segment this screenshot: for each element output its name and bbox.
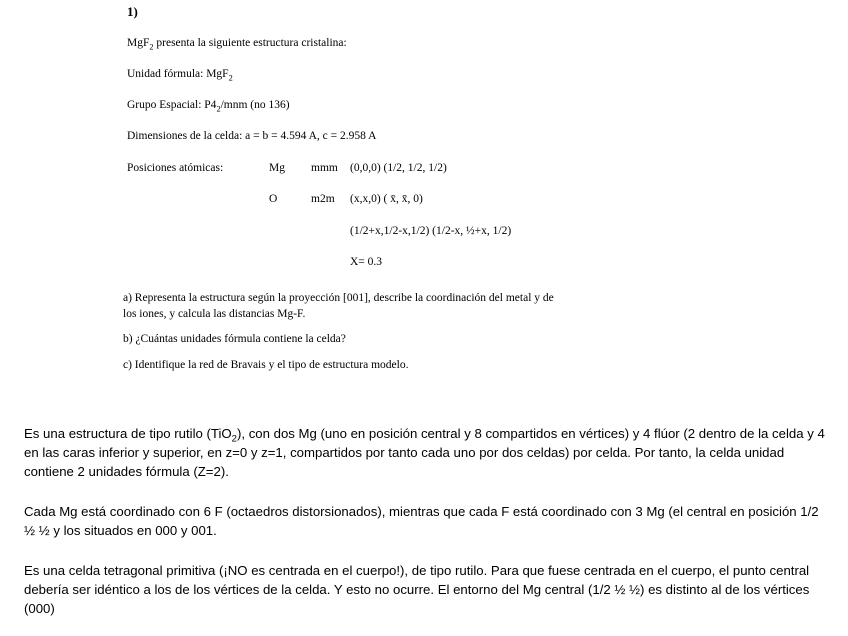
problem-number: 1) xyxy=(127,4,138,19)
intro-prefix: MgF xyxy=(127,37,150,49)
answer-paragraph-2: Cada Mg está coordinado con 6 F (octaedros distorsionados), mientras que cada F está coordinado con 3 Mg (el central en posición 1/2 ½ ½ y los situados en 000 y 001. xyxy=(24,504,819,538)
mg-element: Mg xyxy=(269,162,285,174)
answer-1-subscript: 2 xyxy=(231,433,237,445)
question-b: b) ¿Cuántas unidades fórmula contiene la celda? xyxy=(123,333,346,345)
cell-dimensions-line xyxy=(127,130,376,142)
space-group-prefix: Grupo Espacial: P4 xyxy=(127,99,217,111)
o-element: O xyxy=(269,193,278,205)
cell-dimensions-values: a = b = 4.594 A, c = 2.958 A xyxy=(245,130,377,142)
formula-unit-prefix: Unidad fórmula: MgF xyxy=(127,68,229,80)
formula-unit-subscript: 2 xyxy=(228,73,233,83)
positions-label: Posiciones atómicas: xyxy=(127,162,224,174)
o-symmetry: m2m xyxy=(311,193,335,205)
space-group-subscript: 2 xyxy=(216,104,221,114)
space-group-line xyxy=(127,99,290,114)
answer-paragraph-1 xyxy=(24,424,830,481)
intro-suffix: presenta la siguiente estructura cristalina: xyxy=(153,37,347,49)
answer-paragraph-3: Es una celda tetragonal primitiva (¡NO es centrada en el cuerpo!), de tipo rutilo. Para que fuese centrada en el cuerpo, el punto central debería ser idéntico a los de los vértices de la celda. Y esto no ocurre. El entorno del Mg central (1/2 ½ ½) es distinto al de los vértices (000) xyxy=(24,563,810,616)
answer-1-part-b: ), con dos Mg (uno en posición central y 8 compartidos en vértices) y 4 flúor (2 dentro de la celda y 4 en las caras inferior y superior, en z=0 y z=1, compartidos por tanto cada uno por dos celdas) por celda. Por tanto, la celda unidad contiene 2 unidades fórmula (Z=2). xyxy=(24,426,825,479)
intro-line xyxy=(127,37,347,52)
mg-positions: (0,0,0) (1/2, 1/2, 1/2) xyxy=(350,162,447,174)
mg-symmetry: mmm xyxy=(311,162,338,174)
space-group-suffix: /mnm (no 136) xyxy=(220,99,290,111)
o-positions-1: (x,x,0) ( x̄, x̄, 0) xyxy=(350,193,423,205)
question-a-line2: los iones, y calcula las distancias Mg-F. xyxy=(123,308,306,320)
question-c: c) Identifique la red de Bravais y el tipo de estructura modelo. xyxy=(123,359,409,371)
o-positions-2: (1/2+x,1/2-x,1/2) (1/2-x, ½+x, 1/2) xyxy=(350,225,512,237)
x-value: X= 0.3 xyxy=(350,256,383,268)
question-a-line1: a) Representa la estructura según la proyección [001], describe la coordinación del metal y de xyxy=(123,292,554,304)
formula-unit-line xyxy=(127,68,233,83)
intro-subscript: 2 xyxy=(149,42,154,52)
answer-1-part-a: Es una estructura de tipo rutilo (TiO xyxy=(24,426,232,441)
cell-dimensions-prefix: Dimensiones de la celda: xyxy=(127,130,246,142)
